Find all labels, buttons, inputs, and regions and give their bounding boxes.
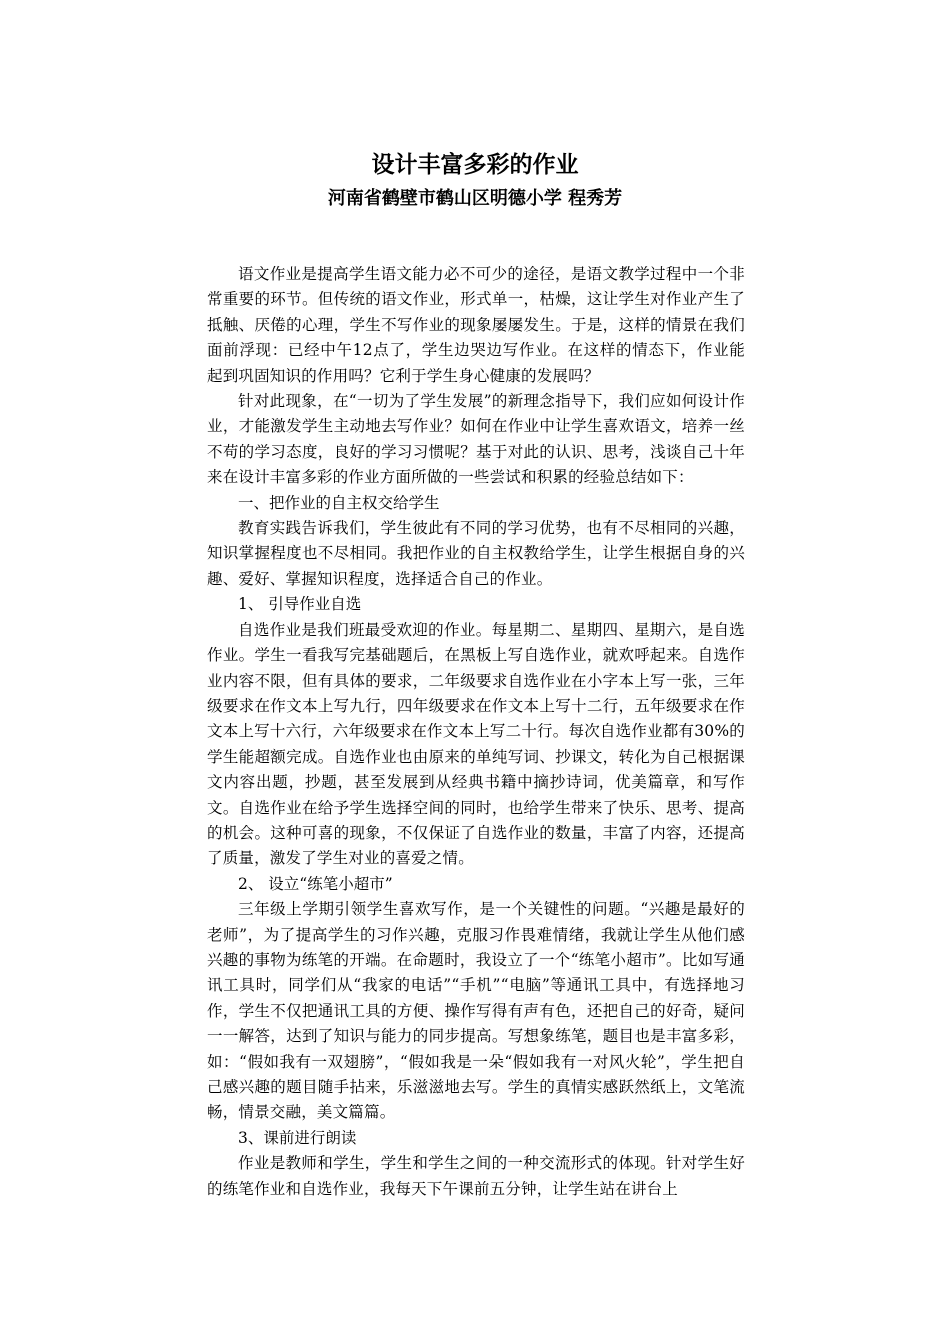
subheading-1: 1、 引导作业自选	[238, 595, 362, 614]
paragraph-intro: 语文作业是提高学生语文能力必不可少的途径，是语文教学过程中一个非常重要的环节。但传统的语文作业，形式单一，枯燥，这让学生对作业产生了抵触、厌倦的心理，学生不写作业的现象屡屡发生。于是，这样的情景在我们面前浮现：已经中午12点了，学生边哭边写作业。在这样的情态下，作业能起到巩固知识的作用吗？它利于学生身心健康的发展吗？	[207, 265, 745, 385]
subheading-3: 3、课前进行朗读	[238, 1128, 357, 1147]
paragraph-section-1: 教育实践告诉我们，学生彼此有不同的学习优势，也有不尽相同的兴趣，知识掌握程度也不尽相同。我把作业的自主权教给学生，让学生根据自身的兴趣、爱好、掌握知识程度，选择适合自己的作业。	[207, 519, 745, 588]
paragraph-purpose: 针对此现象，在“一切为了学生发展”的新理念指导下，我们应如何设计作业，才能激发学生主动地去写作业？如何在作业中让学生喜欢语文，培养一丝不苟的学习态度，良好的学习习惯呢？基于对此的认识、思考，浅谈自己十年来在设计丰富多彩的作业方面所做的一些尝试和积累的经验总结如下：	[207, 392, 745, 487]
document-title: 设计丰富多彩的作业	[371, 152, 579, 178]
author-line: 河南省鹤壁市鹤山区明德小学 程秀芳	[327, 188, 623, 209]
section-heading-1: 一、把作业的自主权交给学生	[238, 493, 440, 512]
document-body	[207, 262, 745, 1202]
paragraph-self-select: 自选作业是我们班最受欢迎的作业。每星期二、星期四、星期六，是自选作业。学生一看我写完基础题后，在黑板上写自选作业，就欢呼起来。自选作业内容不限，但有具体的要求，二年级要求自选作业在小字本上写一张，三年级要求在作文本上写九行，四年级要求在作文本上写十二行，五年级要求在作文本上写十六行，六年级要求在作文本上写二十行。每次自选作业都有30%的学生能超额完成。自选作业也由原来的单纯写词、抄课文，转化为自己根据课文内容出题，抄题，甚至发展到从经典书籍中摘抄诗词，优美篇章，和写作文。自选作业在给予学生选择空间的同时，也给学生带来了快乐、思考、提高的机会。这种可喜的现象，不仅保证了自选作业的数量，丰富了内容，还提高了质量，激发了学生对业的喜爱之情。	[207, 620, 745, 868]
paragraph-reading: 作业是教师和学生，学生和学生之间的一种交流形式的体现。针对学生好的练笔作业和自选作业，我每天下午课前五分钟，让学生站在讲台上	[207, 1154, 745, 1198]
paragraph-writing-market: 三年级上学期引领学生喜欢写作，是一个关键性的问题。“兴趣是最好的老师”，为了提高学生的习作兴趣，克服习作畏难情绪，我就让学生从他们感兴趣的事物为练笔的开端。在命题时，我设立了一个“练笔小超市”。比如写通讯工具时，同学们从“我家的电话”“手机”“电脑”等通讯工具中，有选择地习作，学生不仅把通讯工具的方便、操作写得有声有色，还把自己的好奇，疑问一一解答，达到了知识与能力的同步提高。写想象练笔，题目也是丰富多彩，如：“假如我有一双翅膀”，“假如我是一朵“假如我有一对风火轮”，学生把自己感兴趣的题目随手拈来，乐滋滋地去写。学生的真情实感跃然纸上，文笔流畅，情景交融，美文篇篇。	[207, 900, 745, 1122]
subheading-2: 2、 设立“练笔小超市”	[238, 874, 393, 893]
